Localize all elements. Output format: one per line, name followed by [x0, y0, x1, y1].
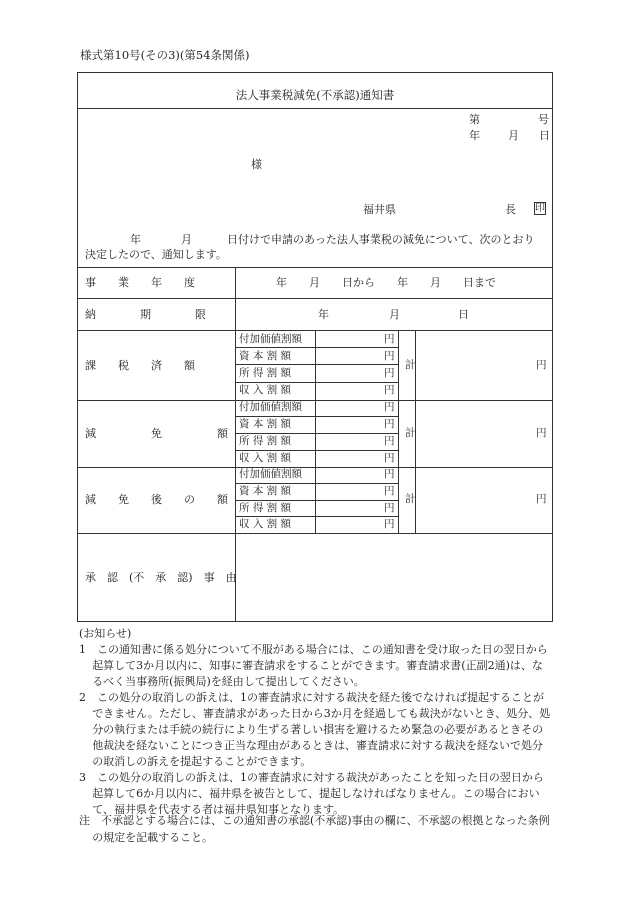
- issuer-prefecture: 福井県: [363, 203, 396, 216]
- row-divider: [235, 483, 398, 484]
- tax-item-income: 所 得 割 額: [239, 367, 292, 379]
- row-divider: [235, 450, 398, 451]
- notice-item-2: 2 この処分の取消しの訴えは、1の審査請求に対する裁決を経た後でなければ提起することができません。ただし、審査請求があった日から3か月を経過しても裁決がないとき、処分、処分の執行または手続の続行により生ずる著しい損害を避けるため緊急の必要があるときその他裁決を経ないことにつき正当な理由があるときは、審査請求に対する裁決を経ないで処分の取消しの訴えを提起することができます。: [79, 691, 551, 768]
- divider: [78, 621, 552, 622]
- total-label: 計: [405, 493, 416, 505]
- tax-item-capital: 資 本 割 額: [239, 418, 292, 430]
- row-divider: [235, 500, 398, 501]
- row-divider: [235, 364, 398, 365]
- notice-section: [79, 626, 553, 818]
- tax-item-revenue: 収 入 割 額: [239, 384, 292, 396]
- intro-text-line1: 日付けで申請のあった法人事業税の減免について、次のとおり: [227, 233, 535, 246]
- footnote-text: 注 不承認とする場合には、この通知書の承認(不承認)事由の欄に、不承認の根拠となった条例の規定を記載すること。: [79, 814, 550, 844]
- due-day: 日: [458, 308, 469, 321]
- tax-item-value-added: 付加価値割額: [239, 468, 302, 480]
- divider: [78, 533, 552, 534]
- yen-unit: 円: [384, 485, 395, 497]
- row-divider: [235, 516, 398, 517]
- yen-unit: 円: [384, 333, 395, 345]
- business-year-value: 年 月 日から 年 月 日まで: [276, 276, 496, 289]
- due-year: 年: [318, 308, 329, 321]
- reason-label: 承 認 (不 承 認) 事 由: [85, 571, 237, 584]
- divider: [78, 267, 552, 268]
- notice-heading: (お知らせ): [79, 627, 132, 640]
- yen-unit: 円: [384, 350, 395, 362]
- yen-unit: 円: [384, 502, 395, 514]
- after-reduction-label: 減 免 後 の 額: [85, 493, 228, 506]
- reduction-amount-label: 減 免 額: [85, 427, 228, 440]
- tax-item-revenue: 収 入 割 額: [239, 518, 292, 530]
- total-yen-unit: 円: [536, 493, 547, 505]
- tax-item-income: 所 得 割 額: [239, 435, 292, 447]
- intro-year: 年: [130, 233, 141, 246]
- yen-unit: 円: [384, 418, 395, 430]
- notice-item-3: 3 この処分の取消しの訴えは、1の審査請求に対する裁決があったことを知った日の翌日から起算して6か月以内に、福井県を被告として、提起しなければなりません。この場合において、福井県を代表する者は福井県知事となります。: [79, 771, 544, 816]
- column-divider: [235, 267, 236, 621]
- total-yen-unit: 円: [536, 427, 547, 439]
- yen-unit: 円: [384, 401, 395, 413]
- column-divider: [315, 330, 316, 533]
- seal-mark: 印: [535, 203, 545, 214]
- number-label-dai: 第: [469, 113, 480, 126]
- number-label-go: 号: [538, 113, 549, 126]
- due-month: 月: [389, 308, 400, 321]
- tax-item-capital: 資 本 割 額: [239, 350, 292, 362]
- yen-unit: 円: [384, 367, 395, 379]
- tax-item-value-added: 付加価値割額: [239, 333, 302, 345]
- date-year: 年: [469, 129, 480, 142]
- intro-text-line2: 決定したので、通知します。: [85, 248, 227, 261]
- issuer-title: 長: [505, 203, 516, 216]
- date-day: 日: [539, 129, 550, 142]
- row-divider: [235, 347, 398, 348]
- yen-unit: 円: [384, 384, 395, 396]
- column-divider: [398, 330, 399, 533]
- divider: [78, 298, 552, 299]
- row-divider: [235, 433, 398, 434]
- divider: [78, 108, 552, 109]
- yen-unit: 円: [384, 452, 395, 464]
- total-yen-unit: 円: [536, 359, 547, 371]
- notice-form: [77, 72, 553, 622]
- date-month: 月: [508, 129, 519, 142]
- intro-month: 月: [181, 233, 192, 246]
- form-number: 様式第10号(その3)(第54条関係): [80, 48, 250, 62]
- row-divider: [235, 416, 398, 417]
- total-label: 計: [405, 427, 416, 439]
- document-title: 法人事業税減免(不承認)通知書: [235, 88, 395, 102]
- row-divider: [235, 382, 398, 383]
- due-date-label: 納 期 限: [85, 308, 206, 321]
- yen-unit: 円: [384, 468, 395, 480]
- notice-item-1: 1 この通知書に係る処分について不服がある場合には、この通知書を受け取った日の翌日から起算して3か月以内に、知事に審査請求をすることができます。審査請求書(正副2通)は、なるべく当事務所(振興局)を経由して提出してください。: [79, 643, 548, 688]
- tax-item-income: 所 得 割 額: [239, 502, 292, 514]
- tax-item-revenue: 収 入 割 額: [239, 452, 292, 464]
- business-year-label: 事 業 年 度: [85, 276, 195, 289]
- tax-item-capital: 資 本 割 額: [239, 485, 292, 497]
- yen-unit: 円: [384, 518, 395, 530]
- addressee-suffix: 様: [251, 158, 262, 171]
- yen-unit: 円: [384, 435, 395, 447]
- tax-item-value-added: 付加価値割額: [239, 401, 302, 413]
- assessed-amount-label: 課 税 済 額: [85, 359, 195, 372]
- total-label: 計: [405, 359, 416, 371]
- footnote: [79, 812, 553, 846]
